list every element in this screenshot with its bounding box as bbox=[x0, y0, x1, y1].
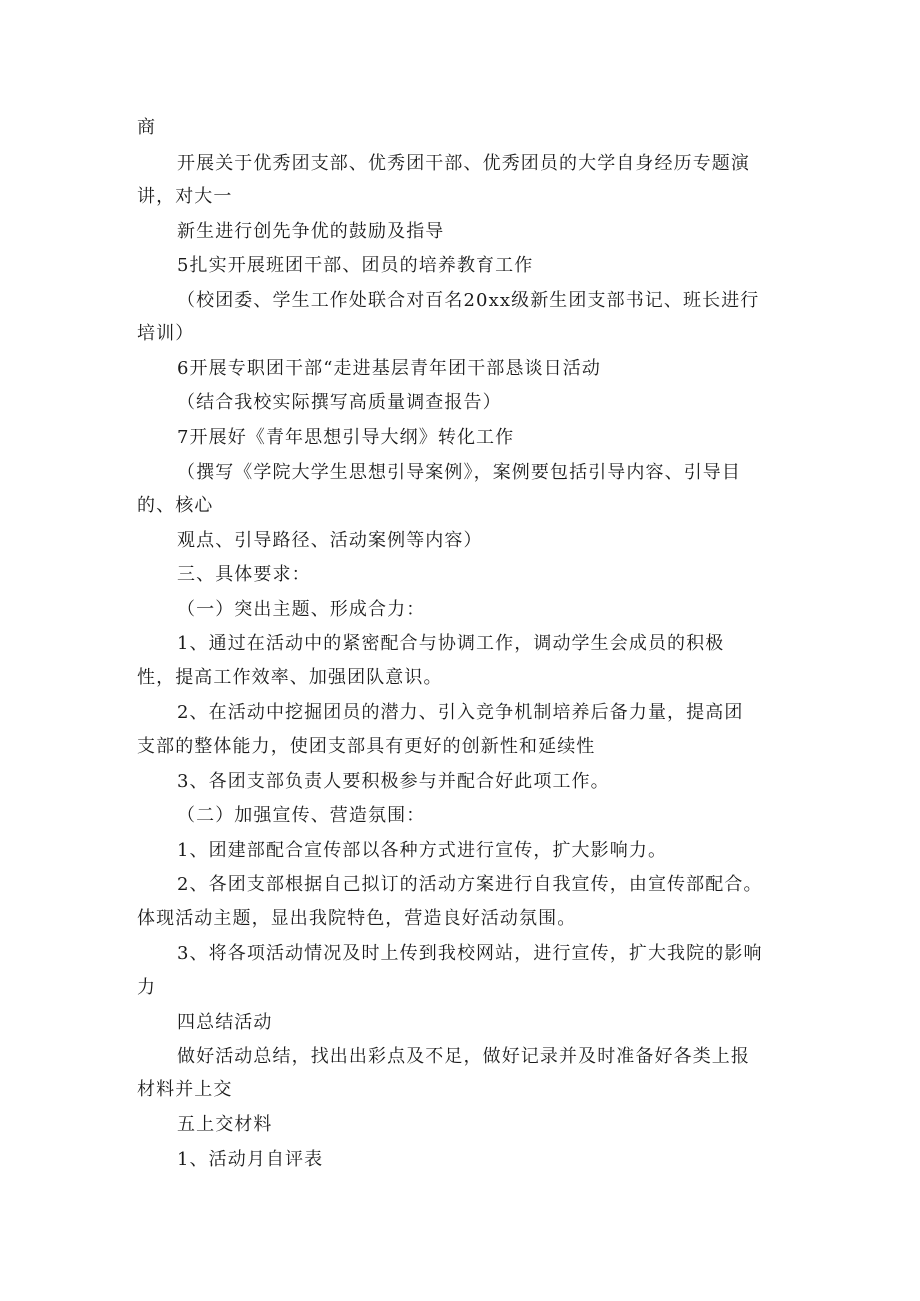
text-line-2: 开展关于优秀团支部、优秀团干部、优秀团员的大学自身经历专题演 bbox=[177, 153, 750, 174]
text-line-30: 五上交材料 bbox=[177, 1114, 273, 1135]
text-line-11: （撰写《学院大学生思想引导案例》，案例要包括引导内容、引导目 bbox=[177, 462, 741, 483]
text-line-3: 讲，对大一 bbox=[137, 186, 233, 207]
text-line-6: （校团委、学生工作处联合对百名20xx级新生团支部书记、班长进行 bbox=[177, 290, 760, 311]
text-line-21: （二）加强宣传、营造氛围： bbox=[177, 805, 426, 826]
text-line-1: 商 bbox=[137, 117, 157, 138]
text-line-26: 力 bbox=[137, 977, 157, 998]
text-line-15: （一）突出主题、形成合力： bbox=[177, 599, 426, 620]
text-line-18: 2、在活动中挖掘团员的潜力、引入竞争机制培养后备力量，提高团 bbox=[177, 702, 744, 723]
text-line-20: 3、各团支部负责人要积极参与并配合好此项工作。 bbox=[177, 771, 610, 792]
text-line-10: 7开展好《青年思想引导大纲》转化工作 bbox=[177, 427, 515, 448]
text-line-5: 5扎实开展班团干部、团员的培养教育工作 bbox=[177, 255, 534, 276]
text-line-12: 的、核心 bbox=[137, 495, 214, 516]
text-line-9: （结合我校实际撰写高质量调查报告） bbox=[177, 392, 502, 413]
text-line-17: 性，提高工作效率、加强团队意识。 bbox=[137, 667, 443, 688]
text-line-23: 2、各团支部根据自己拟订的活动方案进行自我宣传，由宣传部配合。 bbox=[177, 874, 763, 895]
text-line-29: 材料并上交 bbox=[137, 1079, 233, 1100]
text-line-19: 支部的整体能力，使团支部具有更好的创新性和延续性 bbox=[137, 736, 596, 757]
text-line-28: 做好活动总结，找出出彩点及不足，做好记录并及时准备好各类上报 bbox=[177, 1046, 750, 1067]
text-line-13: 观点、引导路径、活动案例等内容） bbox=[177, 530, 483, 551]
text-line-22: 1、团建部配合宣传部以各种方式进行宣传，扩大影响力。 bbox=[177, 840, 668, 861]
text-line-16: 1、通过在活动中的紧密配合与协调工作，调动学生会成员的积极 bbox=[177, 633, 725, 654]
text-line-25: 3、将各项活动情况及时上传到我校网站，进行宣传，扩大我院的影响 bbox=[177, 943, 763, 964]
text-line-4: 新生进行创先争优的鼓励及指导 bbox=[177, 221, 445, 242]
text-line-24: 体现活动主题，显出我院特色，营造良好活动氛围。 bbox=[137, 908, 577, 929]
text-line-8: 6开展专职团干部“走进基层青年团干部恳谈日活动 bbox=[177, 358, 601, 379]
text-line-31: 1、活动月自评表 bbox=[177, 1149, 324, 1170]
text-line-14: 三、具体要求： bbox=[177, 564, 311, 585]
text-line-7: 培训） bbox=[137, 323, 195, 344]
text-line-27: 四总结活动 bbox=[177, 1012, 273, 1033]
